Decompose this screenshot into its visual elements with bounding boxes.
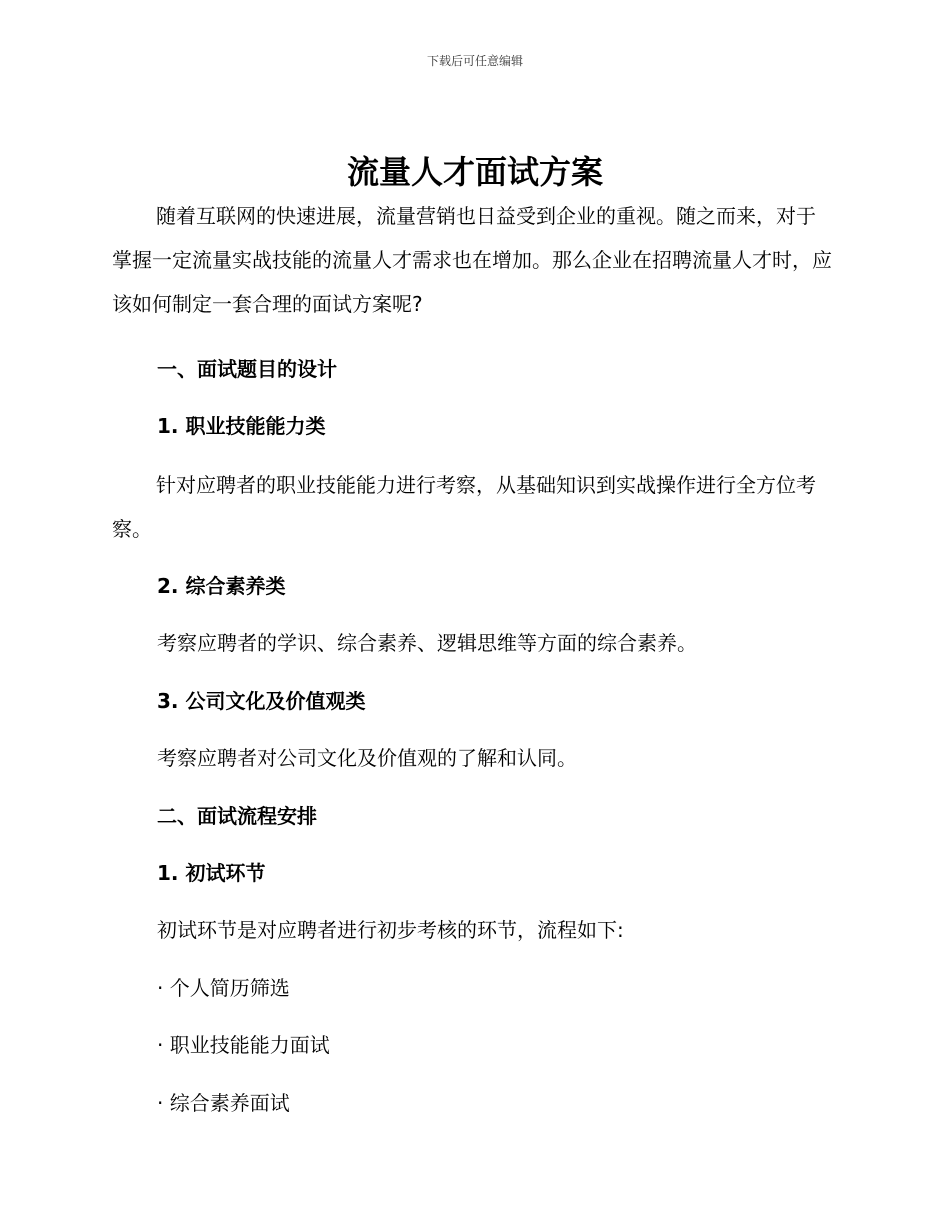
section-1-item-3-heading: 3. 公司文化及价值观类 bbox=[157, 689, 366, 713]
section-1-item-1-body bbox=[112, 463, 834, 551]
section-2-heading: 二、面试流程安排 bbox=[157, 804, 317, 828]
bullet-item: · 个人简历筛选 bbox=[157, 976, 290, 1000]
intro-paragraph bbox=[112, 194, 834, 326]
section-1-item-3-body: 考察应聘者对公司文化及价值观的了解和认同。 bbox=[157, 746, 577, 770]
section-1-heading: 一、面试题目的设计 bbox=[157, 357, 337, 381]
bullet-item: · 职业技能能力面试 bbox=[157, 1033, 330, 1057]
section-2-sub-heading: 1. 初试环节 bbox=[157, 861, 266, 885]
bullet-item: · 综合素养面试 bbox=[157, 1091, 290, 1115]
section-2-body: 初试环节是对应聘者进行初步考核的环节，流程如下: bbox=[157, 918, 624, 942]
section-1-item-1-heading: 1. 职业技能能力类 bbox=[157, 414, 326, 438]
section-1-item-2-body: 考察应聘者的学识、综合素养、逻辑思维等方面的综合素养。 bbox=[157, 631, 697, 655]
intro-text: 随着互联网的快速进展，流量营销也日益受到企业的重视。随之而来，对于掌握一定流量实战技能的流量人才需求也在增加。那么企业在招聘流量人才时，应该如何制定一套合理的面试方案呢? bbox=[112, 204, 832, 316]
section-1-item-2-heading: 2. 综合素养类 bbox=[157, 574, 286, 598]
document-title: 流量人才面试方案 bbox=[346, 153, 603, 191]
section-1-item-1-text: 针对应聘者的职业技能能力进行考察，从基础知识到实战操作进行全方位考察。 bbox=[112, 473, 816, 541]
header-note: 下载后可任意编辑 bbox=[426, 54, 523, 68]
